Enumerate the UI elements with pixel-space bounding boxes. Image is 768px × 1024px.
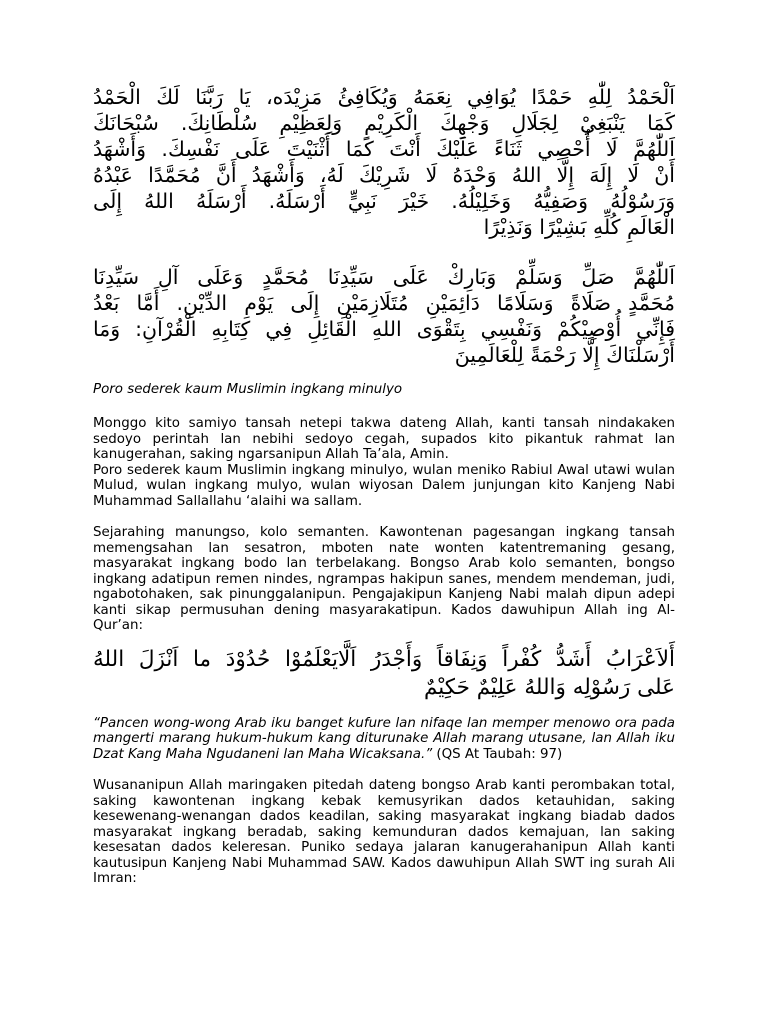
arabic-opening-praise — [93, 84, 675, 240]
quran-verse-taubah — [93, 646, 675, 702]
arabic-line: كَمَا يَنْبَغِيْ لِجَلَالِ وَجْهِكَ الْكَرِيْمِ وَلِعَظِيْمِ سُلْطَانِكَ. سُبْحَانَكَ — [93, 111, 675, 135]
paragraph-history: Sejarahing manungso, kolo semanten. Kawontenan pagesangan ingkang tansah memengsahan lan sesatron, mboten nate wonten katentremaning gesang, masyarakat ingkang bodo lan terbelakang. Bongso Arab kolo semanten, bongso ingkang adatipun remen nindes, ngrampas hakipun sanes, mendem mendeman, judi, ngabotohaken, sak pinunggalanipun. Pengajakipun Kanjeng Nabi malah dipun adepi kanti sikap permusuhan dening masyarakatipun. Kados dawuhipun Allah ing Al-Qur’an: — [93, 525, 675, 633]
paragraph-takwa: Monggo kito samiyo tansah netepi takwa dateng Allah, kanti tansah nindakaken sedoyo perintah lan nebihi sedoyo cegah, supados kito pikantuk rahmat lan kanugerahan, saking ngarsanipun Allah Ta’ala, Amin. — [93, 416, 675, 462]
translation-quote: “Pancen wong-wong Arab iku banget kufure lan nifaqe lan memper menowo ora pada mangerti marang hukum-hukum kang diturunake Allah marang utusane, lan Allah iku Dzat Kang Maha Ngudaneni lan Maha Wicaksana.” — [93, 715, 675, 762]
paragraph-closing: Wusananipun Allah maringaken pitedah dateng bongso Arab kanti perombakan total, saking kawontenan ingkang kebak kemusyrikan dados ketauhidan, saking kesewenang-wenangan dados keadilan, saking masyarakat ingkang biadab dados masyarakat ingkang beradab, saking kemunduran dados kemajuan, lan saking kesesatan dados keleresan. Puniko sedaya jalaran kanugerahanipun Allah kanti kautusipun Kanjeng Nabi Muhammad SAW. Kados dawuhipun Allah SWT ing surah Ali Imran: — [93, 778, 675, 886]
arabic-line: فَإِنِّي أُوْصِيْكُمْ وَنَفْسِي بِتَقْوَى اللهِ الْقَائِلِ فِي كِتَابِهِ الْقُرْآنِ: وَمَا — [93, 317, 675, 341]
arabic-line: مُحَمَّدٍ صَلَاةً وَسَلَامًا دَائِمَيْنِ مُتَلَازِمَيْنِ إِلَى يَوْمِ الدِّيْنِ. أَمَّا بَعْدُ — [93, 291, 675, 315]
greeting-heading: Poro sederek kaum Muslimin ingkang minulyo — [93, 382, 403, 397]
arabic-line: اَلْحَمْدُ لِلّٰهِ حَمْدًا يُوَافِي نِعَمَهُ وَيُكَافِئُ مَزِيْدَه، يَا رَبَّنَا لَكَ الْحَمْدُ — [93, 85, 675, 109]
arabic-opening-salawat — [93, 264, 675, 368]
arabic-line: أَلاَعْرَابُ أَشَدُّ كُفْراً وَنِفَاقاً وَأَجْدَرُ اَلَّايَعْلَمُوْا حُدُوْدَ ما اَنْزَلَ اللهُ — [93, 646, 675, 672]
paragraph-mulud: Poro sederek kaum Muslimin ingkang minulyo, wulan meniko Rabiul Awal utawi wulan Mulud, wulan ingkang mulyo, wulan wiyosan Dalem junjungan kito Kanjeng Nabi Muhammad Sallallahu ‘alaihi wa sallam. — [93, 462, 675, 509]
arabic-line: الْعَالَمِ كُلِّهِ بَشِيْرًا وَنَذِيْرًا — [483, 215, 675, 239]
arabic-line: وَرَسُوْلُهُ وَصَفِيُّهُ وَخَلِيْلُهُ. خَيْرَ نَبِيٍّ أَرْسَلَهُ. أَرْسَلَهُ اللهُ إِلَى — [93, 189, 675, 213]
verse-citation: (QS At Taubah: 97) — [436, 746, 563, 762]
arabic-line: أَنْ لَا إِلَهَ إِلَّا اللهُ وَحْدَهُ لَا شَرِيْكَ لَهُ، وَأَشْهَدُ أَنَّ مُحَمَّدًا عَبْدُهُ — [93, 163, 675, 187]
arabic-line: عَلى رَسُوْلِه وَاللهُ عَلِيْمٌ حَكِيْمٌ — [423, 674, 675, 700]
arabic-line: اَللّٰهُمَّ صَلِّ وَسَلِّمْ وَبَارِكْ عَلَى سَيِّدِنَا مُحَمَّدٍ وَعَلَى آلِ سَيِّدِنَا — [93, 265, 675, 289]
document-body — [93, 84, 675, 887]
arabic-line: اَللّٰهُمَّ لَا أُحْصِي ثَنَاءً عَلَيْكَ أَنْتَ كَمَا أَثْنَيْتَ عَلَى نَفْسِكَ. وَأَشْهَدُ — [93, 137, 675, 161]
arabic-line: أَرْسَلْنَاكَ إِلَّا رَحْمَةً لِلْعَالَمِينَ — [454, 343, 675, 367]
verse-translation — [93, 716, 675, 763]
